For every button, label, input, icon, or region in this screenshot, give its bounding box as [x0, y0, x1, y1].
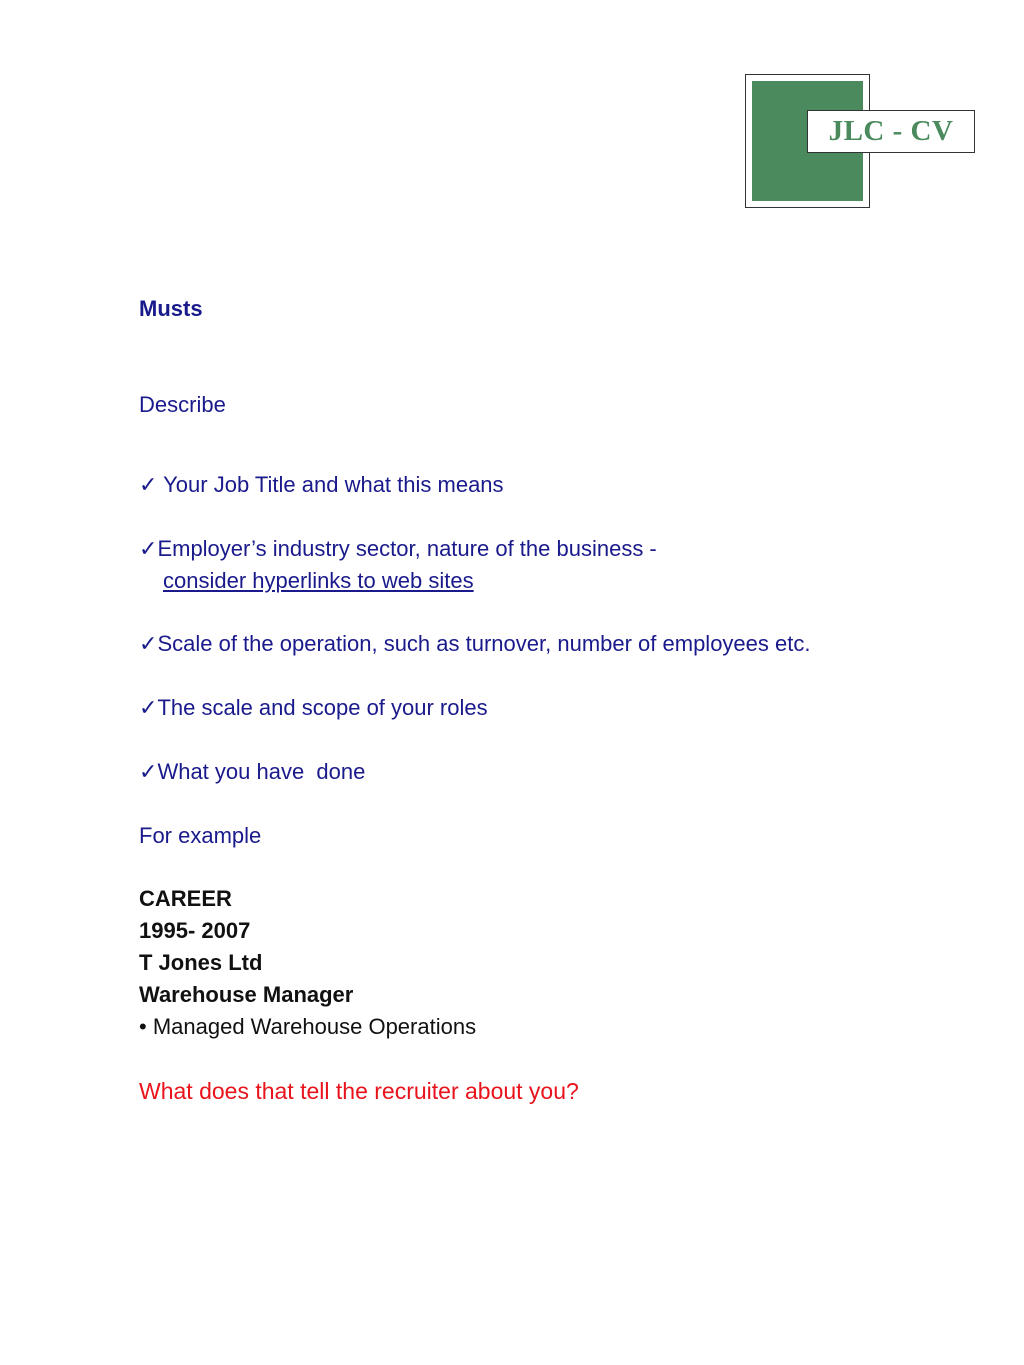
describe-label: Describe [139, 392, 226, 417]
checklist-item-job-title [139, 470, 504, 500]
checkmark-icon: ✓ [139, 759, 158, 784]
career-bullet: • Managed Warehouse Operations [139, 1014, 477, 1039]
musts-heading: Musts [139, 296, 203, 321]
checklist-text: What you have done [157, 759, 366, 784]
checkmark-icon: ✓ [139, 536, 158, 561]
recruiter-question: What does that tell the recruiter about you? [139, 1078, 579, 1104]
career-heading: CAREER [139, 886, 232, 911]
checklist-item-employer [139, 534, 657, 564]
example-label: For example [139, 823, 262, 848]
checkmark-icon: ✓ [139, 695, 158, 720]
checklist-text: Your Job Title and what this means [157, 472, 504, 497]
hyperlinks-link[interactable]: consider hyperlinks to web sites [163, 568, 474, 593]
checklist-item-what-done [139, 757, 365, 787]
career-years: 1995- 2007 [139, 918, 251, 943]
checkmark-icon: ✓ [139, 631, 158, 656]
checklist-item-scale-operation [139, 629, 810, 659]
checklist-text: Employer’s industry sector, nature of the business - [157, 536, 657, 561]
career-company: T Jones Ltd [139, 950, 263, 975]
logo-text: JLC - CV [807, 110, 975, 153]
checklist-text: The scale and scope of your roles [157, 695, 488, 720]
career-role: Warehouse Manager [139, 982, 354, 1007]
checkmark-icon: ✓ [139, 472, 158, 497]
checklist-item-scope-roles [139, 693, 488, 723]
checklist-text: Scale of the operation, such as turnover, number of employees etc. [157, 631, 811, 656]
